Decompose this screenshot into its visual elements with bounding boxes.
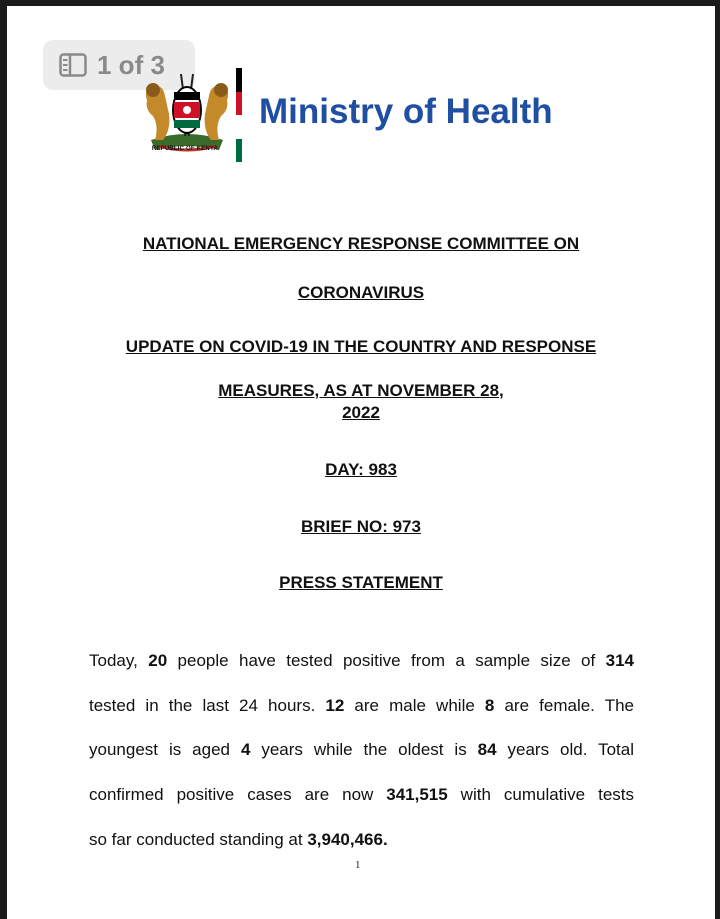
heading-committee: NATIONAL EMERGENCY RESPONSE COMMITTEE ON [142,234,580,253]
page-indicator-text: 1 of 3 [97,49,165,80]
flag-color-bar [236,68,242,162]
statement-line-1: Today, 20 people have tested positive from a sample size of 314 [89,651,634,670]
page-number: 1 [355,859,361,871]
heading-day: DAY: 983 [325,460,397,479]
flag-stripe-black [236,68,242,92]
document-page [7,6,715,919]
pages-icon [59,53,87,77]
statement-line-3: youngest is aged 4 years while the oldest is 84 years old. Total [89,740,634,759]
heading-update: UPDATE ON COVID-19 IN THE COUNTRY AND RESPONSE [125,337,597,356]
crest-caption: REPUBLIC OF KENYA [151,146,219,152]
statement-line-4: confirmed positive cases are now 341,515 with cumulative tests [89,785,634,804]
ministry-name: Ministry of Health [259,92,553,131]
flag-stripe-red [236,92,242,116]
heading-year: 2022 [342,403,380,422]
heading-measures: MEASURES, AS AT NOVEMBER 28, [218,381,504,400]
flag-stripe-white [236,115,242,139]
heading-brief-number: BRIEF NO: 973 [301,517,421,536]
heading-press-statement: PRESS STATEMENT [279,573,443,592]
statement-line-5: so far conducted standing at 3,940,466. [89,830,388,849]
heading-coronavirus: CORONAVIRUS [297,283,425,302]
flag-stripe-green [236,139,242,163]
statement-line-2: tested in the last 24 hours. 12 are male while 8 are female. The [89,696,634,715]
